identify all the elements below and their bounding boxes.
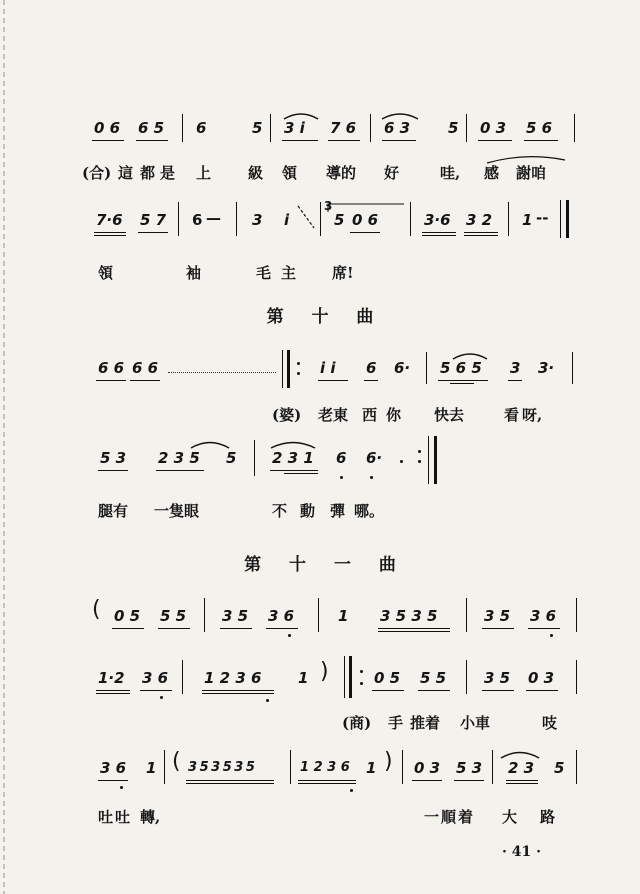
beat-underline [508, 380, 522, 381]
lyric: 手 [388, 714, 404, 732]
note-group: 1 [522, 211, 533, 229]
beat-underline [412, 780, 442, 781]
lyric: 袖 [186, 264, 202, 282]
notation-line-5 [0, 594, 640, 638]
note-group: 1 [146, 759, 157, 777]
beat-underline [130, 380, 160, 381]
barline [426, 352, 427, 384]
note-group: 5 5 [420, 669, 447, 687]
lyric: 你 [386, 406, 402, 424]
beat-underline [524, 140, 558, 141]
note-group: 0 6 [94, 119, 121, 137]
lyric: 感 [484, 164, 500, 182]
note-group: 0 5 [114, 607, 141, 625]
dotted-leader [168, 372, 276, 373]
lyric: 看 [504, 406, 520, 424]
lyric: 哪。 [354, 502, 385, 520]
note-group: 1 [338, 607, 349, 625]
lyric: 哇, [440, 164, 461, 182]
note-group: 5 6 5 [440, 359, 482, 377]
beat-underline [506, 783, 538, 784]
repeat-barline [349, 656, 352, 698]
barline [344, 656, 345, 698]
beat-underline [270, 470, 318, 471]
barline [178, 202, 179, 236]
barline [370, 114, 371, 142]
lyrics-line-4 [0, 500, 640, 522]
lyric: 領 [98, 264, 114, 282]
lyric: 老東 [318, 406, 349, 424]
low-octave-dot [350, 789, 353, 792]
beat-underline [202, 690, 274, 691]
note-group: 3 6 [530, 607, 557, 625]
final-barline [566, 200, 569, 238]
beat-underline [284, 473, 318, 474]
beat-underline [220, 628, 252, 629]
beat-underline [158, 628, 190, 629]
note-group: 0 3 [414, 759, 441, 777]
barline [574, 114, 575, 142]
paren-close: ) [320, 659, 329, 684]
dash: -- [536, 209, 549, 227]
lyric: 級 [248, 164, 264, 182]
barline [560, 200, 561, 238]
low-octave-dot [288, 634, 291, 637]
note-group: 3 6 [100, 759, 127, 777]
beat-underline [464, 235, 498, 236]
beat-underline [186, 783, 274, 784]
paren-close: ) [384, 749, 393, 774]
barline [318, 598, 319, 632]
barline [492, 750, 493, 784]
note-group: 7·6 [96, 211, 123, 229]
barline [282, 350, 283, 388]
beat-underline [298, 783, 356, 784]
lyrics-line-3 [0, 404, 640, 426]
lyric: 是 [160, 164, 176, 182]
note-group: 2 3 [508, 759, 535, 777]
repeat-dot [360, 682, 363, 685]
barline [182, 114, 183, 142]
note-group: 6 5 [138, 119, 165, 137]
low-octave-dot [340, 476, 343, 479]
fermata-dot [400, 460, 403, 463]
page-number: · 41 · [502, 844, 541, 860]
repeat-dot [418, 460, 421, 463]
lyric: 動 [300, 502, 316, 520]
note-group: 7 6 [330, 119, 357, 137]
low-octave-dot [160, 696, 163, 699]
note-group: 3 5 3 5 [380, 607, 438, 625]
note-group: 6 [192, 211, 203, 229]
note-group: 0 6 [352, 211, 379, 229]
lyrics-line-2 [0, 262, 640, 284]
lyric: 路 [540, 808, 556, 826]
beat-underline [450, 383, 474, 384]
notation-line-6 [0, 656, 640, 704]
note-group: 5 6 [526, 119, 553, 137]
lyric: 吐吐 [98, 808, 133, 826]
barline [572, 352, 573, 384]
note-group: 5 [448, 119, 459, 137]
barline [410, 202, 411, 236]
beat-underline [202, 693, 274, 694]
barline [182, 660, 183, 694]
lyric: 一順着 [424, 808, 476, 826]
beat-underline [478, 140, 512, 141]
lyric: 轉, [140, 808, 161, 826]
repeat-dot [418, 450, 421, 453]
note-group: 3 i [284, 119, 305, 137]
beat-underline [112, 628, 144, 629]
repeat-dot [297, 362, 300, 365]
beat-underline [318, 380, 348, 381]
notation-line-2 [0, 198, 640, 238]
beat-underline [528, 628, 560, 629]
barline [466, 114, 467, 142]
note-group: 3·6 [424, 211, 451, 229]
note-group: i [284, 211, 290, 229]
barline [508, 202, 509, 236]
lyrics-line-7 [0, 806, 640, 828]
lyric: 西 [362, 406, 378, 424]
repeat-dot [297, 372, 300, 375]
beat-underline [266, 628, 298, 629]
beat-underline [464, 232, 498, 233]
note-group: 2 3 5 [158, 449, 200, 467]
note-group: 5 [252, 119, 263, 137]
note-group: 5 3 [100, 449, 127, 467]
barline [576, 598, 577, 632]
lyric: 這 [118, 164, 134, 182]
barline [236, 202, 237, 236]
note-group: 3 [510, 359, 521, 377]
note-group: i i [320, 359, 336, 377]
note-group: 0 3 [528, 669, 555, 687]
barline [204, 598, 205, 632]
beat-underline [506, 780, 538, 781]
barline [576, 660, 577, 694]
note-group: 3 6 [142, 669, 169, 687]
note-group: 3 5 3 5 3 5 [188, 760, 254, 775]
barline [466, 660, 467, 694]
note-group: 6 [196, 119, 207, 137]
note-group: 1·2 [98, 669, 125, 687]
note-group: 6· [366, 449, 383, 467]
lyric: 都 [140, 164, 156, 182]
notation-line-3 [0, 350, 640, 390]
lyric: (婆) [272, 406, 302, 424]
lyric: 領 [282, 164, 298, 182]
lyric: (合) [82, 164, 112, 182]
lyric: 彈 [330, 502, 346, 520]
note-group: 5 [226, 449, 237, 467]
beat-underline [328, 140, 360, 141]
barline [402, 750, 403, 784]
lyric: 謝咱 [516, 164, 547, 182]
glissando-mark [296, 204, 316, 230]
note-group: 6 6 [132, 359, 159, 377]
beat-underline [98, 470, 128, 471]
lyric: 腿有 [98, 502, 129, 520]
lyric: 毛主 [256, 264, 307, 282]
low-octave-dot [370, 476, 373, 479]
note-group: 6 6 [98, 359, 125, 377]
beat-underline [156, 470, 204, 471]
paren-open: ( [172, 749, 181, 774]
beat-underline [92, 140, 124, 141]
note-group: 3 6 [268, 607, 295, 625]
beat-underline [96, 380, 126, 381]
triplet-mark: 3 [324, 199, 333, 213]
lyric: 小車 [460, 714, 491, 732]
beat-underline [482, 690, 514, 691]
beat-underline [94, 232, 126, 233]
lyric: 呀, [522, 406, 543, 424]
dash: — [206, 209, 221, 227]
beat-underline [350, 232, 380, 233]
lyrics-line-6 [0, 712, 640, 734]
note-group: 6· [394, 359, 411, 377]
note-group: 0 5 [374, 669, 401, 687]
beat-underline [418, 690, 450, 691]
beat-underline [94, 235, 126, 236]
note-group: 5 [554, 759, 565, 777]
section-title: 第 十 一 曲 [244, 555, 396, 575]
notation-line-4 [0, 436, 640, 486]
note-group: 5 7 [140, 211, 167, 229]
slur [270, 440, 316, 449]
beat-underline [378, 628, 450, 629]
note-group: 6 [366, 359, 377, 377]
repeat-dot [360, 670, 363, 673]
repeat-barline [287, 350, 290, 388]
lyric: 導的 [326, 164, 357, 182]
beat-underline [186, 780, 274, 781]
beat-underline [98, 780, 128, 781]
beat-underline [422, 232, 456, 233]
barline [428, 436, 429, 484]
beat-underline [382, 140, 416, 141]
note-group: 3 [252, 211, 263, 229]
barline [466, 598, 467, 632]
note-group: 6 3 [384, 119, 411, 137]
notation-line-1 [0, 112, 640, 146]
beat-underline [364, 380, 378, 381]
paren-open: ( [92, 597, 101, 622]
beat-underline [378, 631, 450, 632]
lyric: 大 [502, 808, 518, 826]
lyric: 推着 [410, 714, 441, 732]
beat-underline [372, 690, 404, 691]
note-group: 3 5 [222, 607, 249, 625]
beat-underline [482, 628, 514, 629]
beat-underline [96, 690, 130, 691]
beat-underline [136, 140, 168, 141]
note-group: 1 [298, 669, 309, 687]
note-group: 2 3 1 [272, 449, 314, 467]
note-group: 3 2 [466, 211, 493, 229]
note-group: 5 3 [456, 759, 483, 777]
beat-underline [140, 690, 172, 691]
lyric: 一隻眼 [154, 502, 200, 520]
beat-underline [422, 235, 456, 236]
note-group: 1 2 3 6 [300, 760, 350, 775]
barline [254, 440, 255, 476]
barline [290, 750, 291, 784]
barline [576, 750, 577, 784]
slur [500, 750, 540, 759]
note-group: 3 5 [484, 669, 511, 687]
beat-underline [282, 140, 318, 141]
beat-underline [438, 380, 488, 381]
barline [320, 202, 321, 236]
barline [164, 750, 165, 784]
lyrics-line-1 [0, 162, 640, 184]
low-octave-dot [266, 699, 269, 702]
beat-underline [526, 690, 558, 691]
note-group: 0 3 [480, 119, 507, 137]
lyric: 好 [384, 164, 400, 182]
notation-line-7 [0, 746, 640, 794]
note-group: 1 [366, 759, 377, 777]
note-group: 1 2 3 6 [204, 669, 262, 687]
beat-underline [138, 232, 168, 233]
lyric: (商) [342, 714, 372, 732]
tie-arc [486, 156, 566, 164]
note-group: 6 [336, 449, 347, 467]
lyric: 席! [332, 264, 354, 282]
section-title: 第 十 曲 [266, 307, 374, 327]
note-group: 5 [334, 211, 345, 229]
beat-underline [454, 780, 484, 781]
lyric: 快去 [434, 406, 465, 424]
lyric: 不 [272, 502, 288, 520]
note-group: 5 5 [160, 607, 187, 625]
barline [270, 114, 271, 142]
low-octave-dot [120, 786, 123, 789]
lyric: 上 [196, 164, 212, 182]
note-group: 3 5 [484, 607, 511, 625]
note-group: 3· [538, 359, 555, 377]
repeat-end-barline [434, 436, 437, 484]
beat-underline [96, 693, 130, 694]
lyric: 吱 [542, 714, 558, 732]
beat-underline [298, 780, 356, 781]
slur [190, 440, 230, 449]
low-octave-dot [550, 634, 553, 637]
